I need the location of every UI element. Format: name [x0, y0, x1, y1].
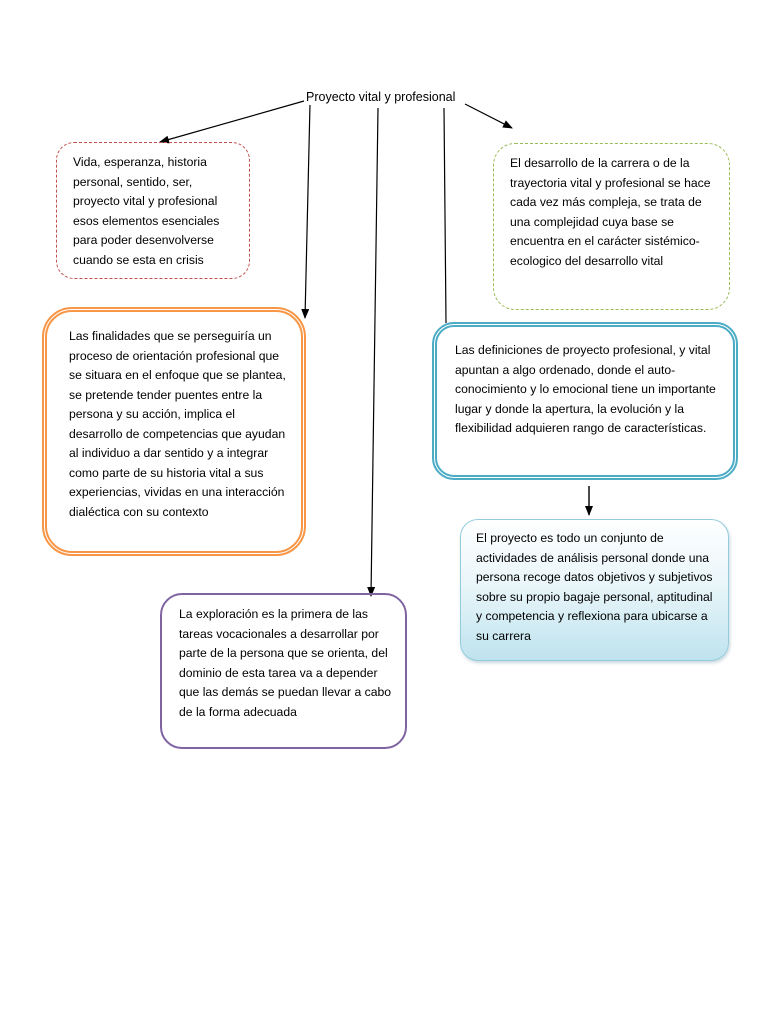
node-exploracion-text: La exploración es la primera de las tareas vocacionales a desarrollar por parte de la persona que se orienta, del dominio de esta tarea va a depender que las demás se puedan llevar a cabo de la forma adecuada	[179, 607, 392, 719]
node-exploracion	[160, 593, 407, 749]
node-proyecto-actividades-text: El proyecto es todo un conjunto de actividades de análisis personal donde una persona recoge datos objetivos y subjetivos sobre su propio bagaje personal, aptitudinal y competencia y reflexiona para ubicarse a su carrera	[476, 531, 713, 643]
diagram-title: Proyecto vital y profesional	[306, 90, 456, 104]
arrow-to-finalidades	[305, 104, 310, 318]
node-vida	[56, 142, 250, 279]
node-finalidades	[42, 307, 306, 556]
line-to-definiciones	[444, 108, 446, 323]
node-proyecto-actividades	[460, 519, 729, 661]
node-desarrollo-carrera	[493, 143, 730, 310]
arrow-to-desarrollo	[465, 104, 512, 128]
arrow-to-exploracion	[371, 108, 378, 596]
node-vida-text: Vida, esperanza, historia personal, sentido, ser, proyecto vital y profesional esos elementos esenciales para poder desenvolverse cuando se esta en crisis	[73, 155, 220, 267]
node-definiciones-text: Las definiciones de proyecto profesional, y vital apuntan a algo ordenado, donde el auto-conocimiento y lo emocional tiene un importante lugar y donde la apertura, la evolución y la flexibilidad adquieren rango de características.	[455, 343, 716, 435]
node-desarrollo-carrera-text: El desarrollo de la carrera o de la trayectoria vital y profesional se hace cada vez más compleja, se trata de una complejidad cuya base se encuentra en el carácter sistémico-ecologico del desarrollo vital	[510, 156, 711, 268]
arrow-to-vida	[160, 101, 304, 142]
node-definiciones	[432, 322, 738, 480]
node-finalidades-text: Las finalidades que se perseguiría un proceso de orientación profesional que se situara en el enfoque que se plantea, se pretende tender puentes entre la persona y su acción, implica el desarrollo de competencias que ayudan al individuo a dar sentido y a integrar como parte de su historia vital a sus experiencias, vividas en una interacción dialéctica con su contexto	[69, 329, 286, 519]
